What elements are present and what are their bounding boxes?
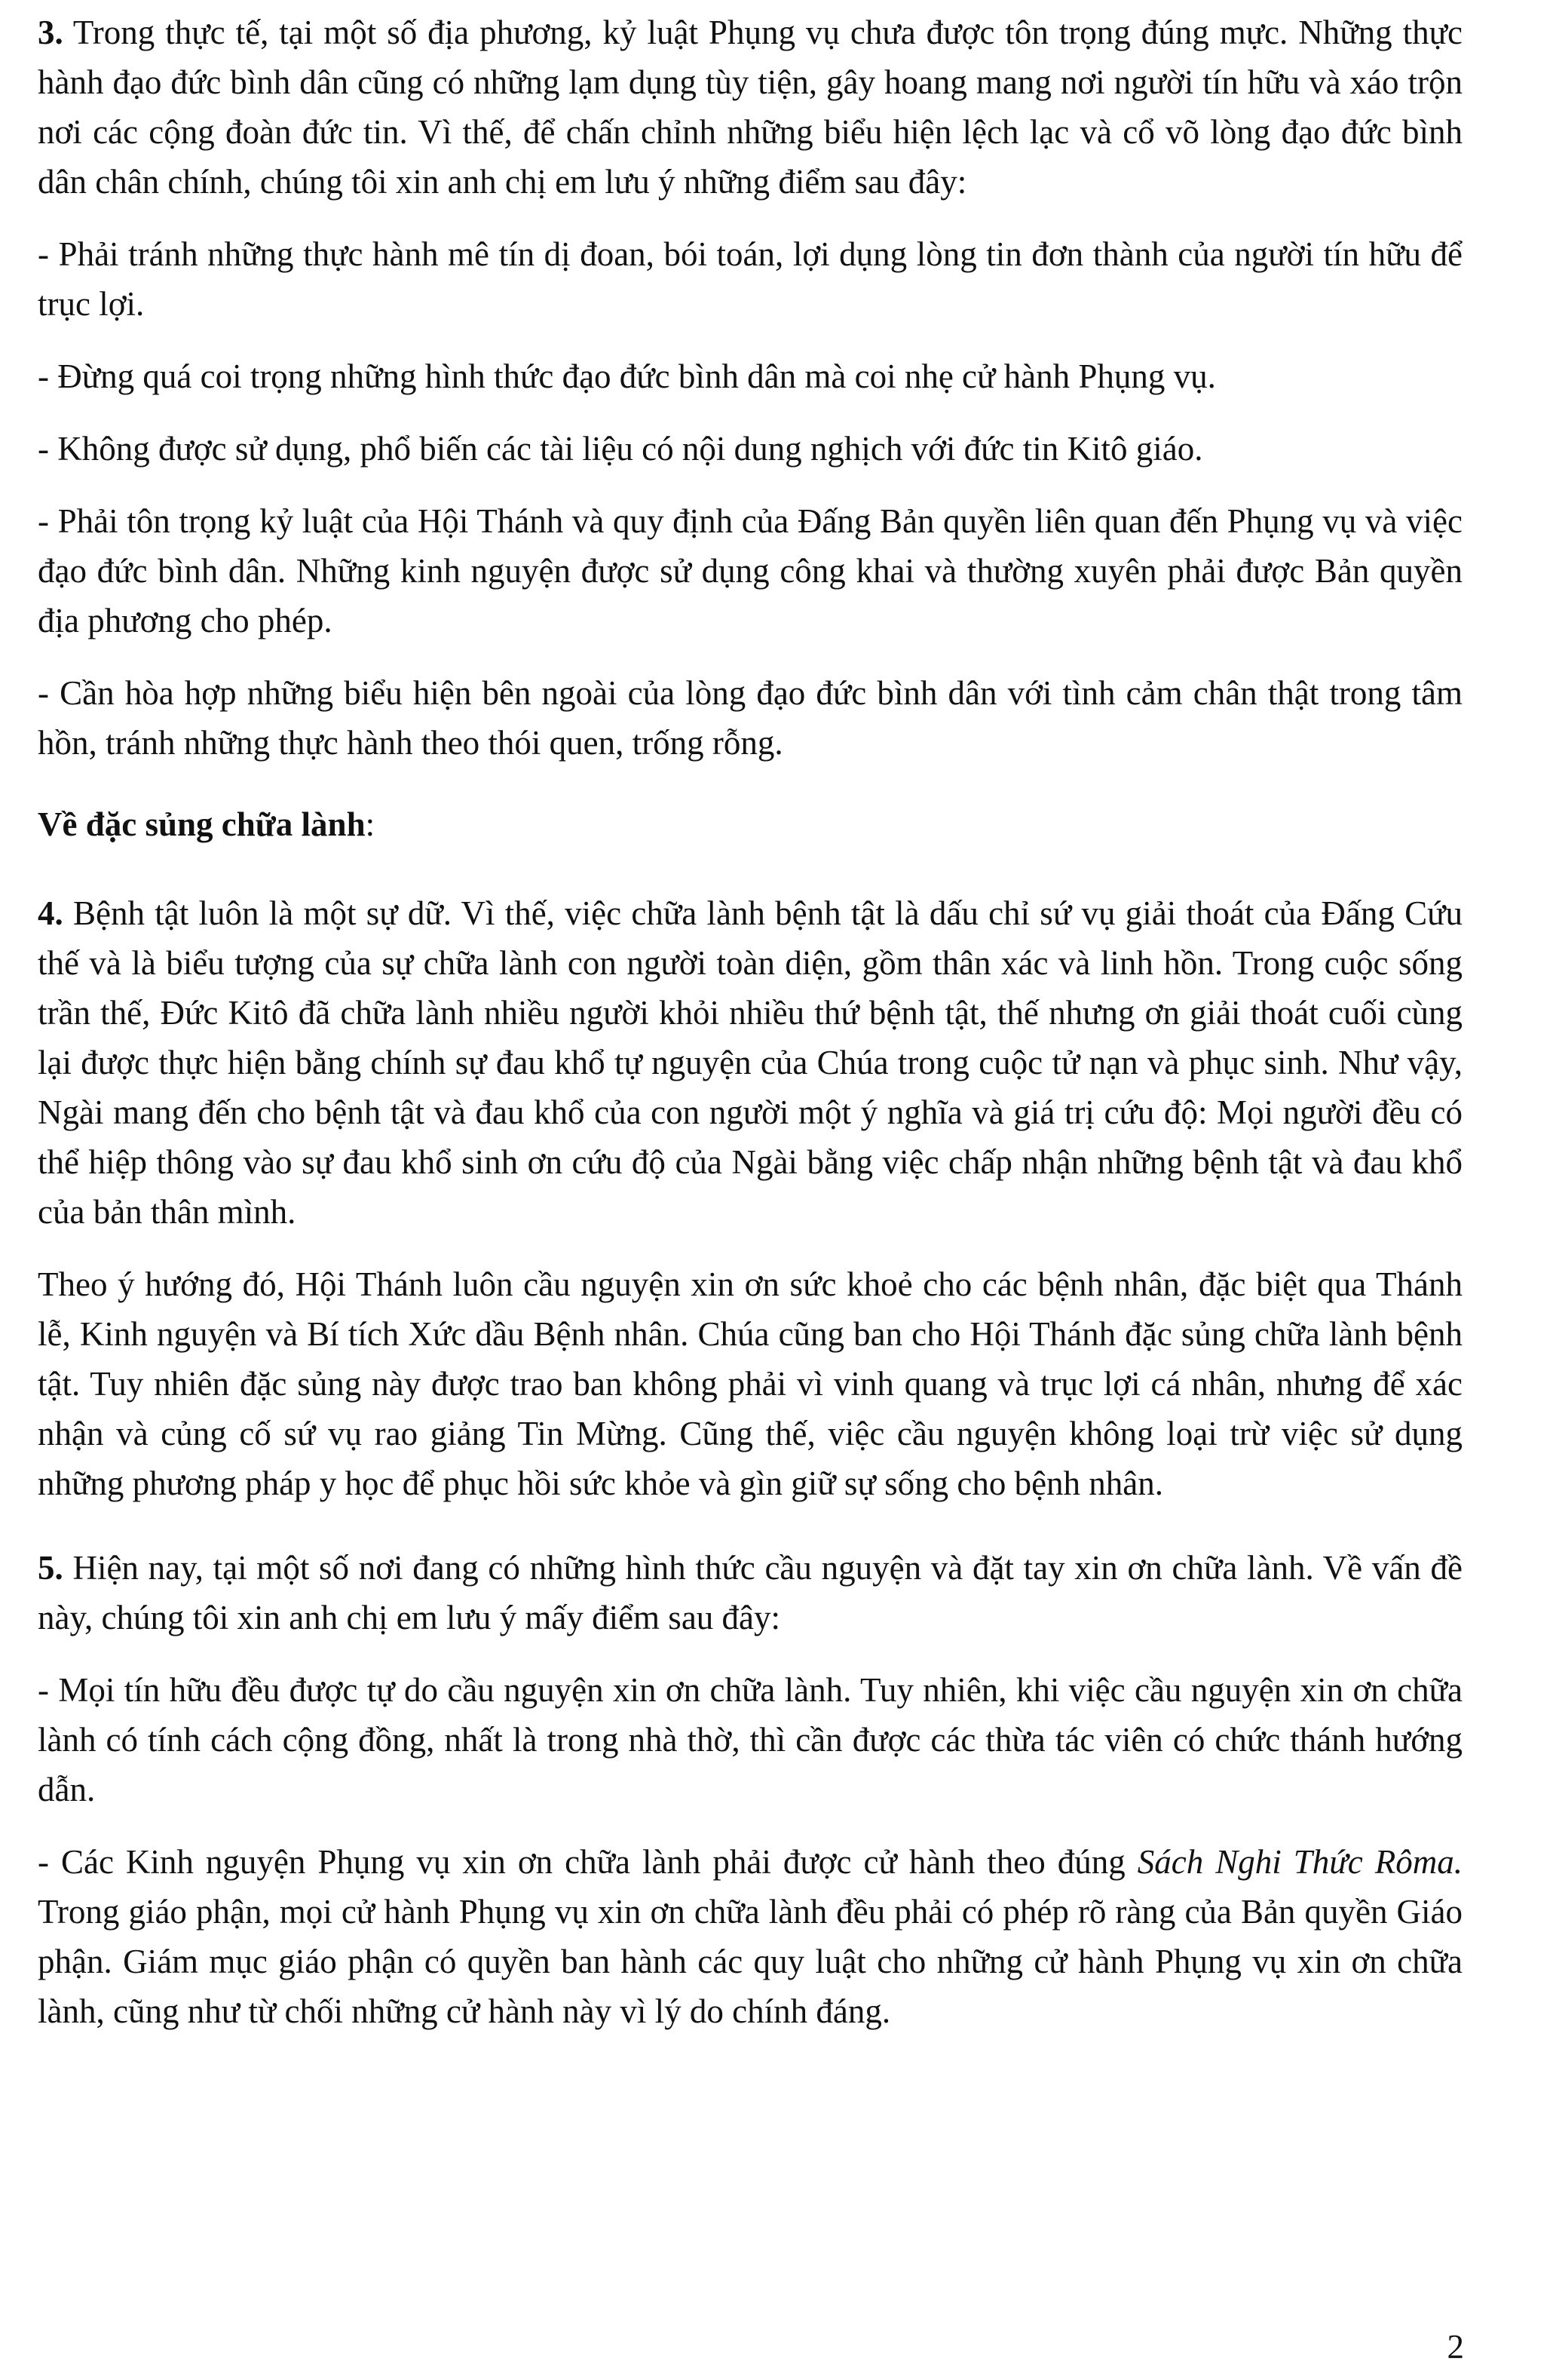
- book-title: Sách Nghi Thức Rôma.: [1137, 1843, 1463, 1881]
- paragraph-number: 5.: [38, 1549, 63, 1587]
- section-heading: [38, 799, 1463, 849]
- paragraph-4-continued: Theo ý hướng đó, Hội Thánh luôn cầu nguyện xin ơn sức khoẻ cho các bệnh nhân, đặc biệt qua Thánh lễ, Kinh nguyện và Bí tích Xức dầu Bệnh nhân. Chúa cũng ban cho Hội Thánh đặc sủng chữa lành bệnh tật. Tuy nhiên đặc sủng này được trao ban không phải vì vinh quang và trục lợi cá nhân, nhưng để xác nhận và củng cố sứ vụ rao giảng Tin Mừng. Cũng thế, việc cầu nguyện không loại trừ việc sử dụng những phương pháp y học để phục hồi sức khỏe và gìn giữ sự sống cho bệnh nhân.: [38, 1265, 1463, 1502]
- bullet-item: - Không được sử dụng, phổ biến các tài liệu có nội dung nghịch với đức tin Kitô giáo.: [38, 430, 1203, 468]
- document-page: [38, 8, 1463, 2059]
- paragraph-3: [38, 8, 1463, 207]
- bullet-item: - Mọi tín hữu đều được tự do cầu nguyện xin ơn chữa lành. Tuy nhiên, khi việc cầu nguyện xin ơn chữa lành có tính cách cộng đồng, nhất là trong nhà thờ, thì cần được các thừa tác viên có chức thánh hướng dẫn.: [38, 1671, 1463, 1808]
- bullet-item: - Phải tránh những thực hành mê tín dị đoan, bói toán, lợi dụng lòng tin đơn thành của người tín hữu để trục lợi.: [38, 235, 1463, 323]
- paragraph-number: 3.: [38, 14, 63, 51]
- bullet-text: Trong giáo phận, mọi cử hành Phụng vụ xin ơn chữa lành đều phải có phép rõ ràng của Bản quyền Giáo phận. Giám mục giáo phận có quyền ban hành các quy luật cho những cử hành Phụng vụ xin ơn chữa lành, cũng như từ chối những cử hành này vì lý do chính đáng.: [38, 1893, 1463, 2030]
- bullet-item: - Phải tôn trọng kỷ luật của Hội Thánh và quy định của Đấng Bản quyền liên quan đến Phụng vụ và việc đạo đức bình dân. Những kinh nguyện được sử dụng công khai và thường xuyên phải được Bản quyền địa phương cho phép.: [38, 502, 1463, 639]
- paragraph-number: 4.: [38, 894, 63, 932]
- bullet-item: - Đừng quá coi trọng những hình thức đạo đức bình dân mà coi nhẹ cử hành Phụng vụ.: [38, 357, 1216, 395]
- bullet-item: [38, 1837, 1463, 2036]
- bullet-item: - Cần hòa hợp những biểu hiện bên ngoài của lòng đạo đức bình dân với tình cảm chân thật trong tâm hồn, tránh những thực hành theo thói quen, trống rỗng.: [38, 674, 1463, 762]
- section-heading-text: Về đặc sủng chữa lành: [38, 805, 366, 843]
- paragraph-text: Bệnh tật luôn là một sự dữ. Vì thế, việc chữa lành bệnh tật là dấu chỉ sứ vụ giải thoát của Đấng Cứu thế và là biểu tượng của sự chữa lành con người toàn diện, gồm thân xác và linh hồn. Trong cuộc sống trần thế, Đức Kitô đã chữa lành nhiều người khỏi nhiều thứ bệnh tật, thế nhưng ơn giải thoát cuối cùng lại được thực hiện bằng chính sự đau khổ tự nguyện của Chúa trong cuộc tử nạn và phục sinh. Như vậy, Ngài mang đến cho bệnh tật và đau khổ của con người một ý nghĩa và giá trị cứu độ: Mọi người đều có thể hiệp thông vào sự đau khổ sinh ơn cứu độ của Ngài bằng việc chấp nhận những bệnh tật và đau khổ của bản thân mình.: [38, 894, 1463, 1231]
- section-heading-colon: :: [365, 805, 375, 843]
- paragraph-4: [38, 888, 1463, 1237]
- paragraph-5: [38, 1543, 1463, 1642]
- page-number: 2: [1447, 2328, 1464, 2366]
- paragraph-text: Trong thực tế, tại một số địa phương, kỷ luật Phụng vụ chưa được tôn trọng đúng mực. Những thực hành đạo đức bình dân cũng có những lạm dụng tùy tiện, gây hoang mang nơi người tín hữu và xáo trộn nơi các cộng đoàn đức tin. Vì thế, để chấn chỉnh những biểu hiện lệch lạc và cổ võ lòng đạo đức bình dân chân chính, chúng tôi xin anh chị em lưu ý những điểm sau đây:: [38, 14, 1463, 201]
- paragraph-text: Hiện nay, tại một số nơi đang có những hình thức cầu nguyện và đặt tay xin ơn chữa lành. Về vấn đề này, chúng tôi xin anh chị em lưu ý mấy điểm sau đây:: [38, 1549, 1463, 1636]
- bullet-text: - Các Kinh nguyện Phụng vụ xin ơn chữa lành phải được cử hành theo đúng: [38, 1843, 1138, 1881]
